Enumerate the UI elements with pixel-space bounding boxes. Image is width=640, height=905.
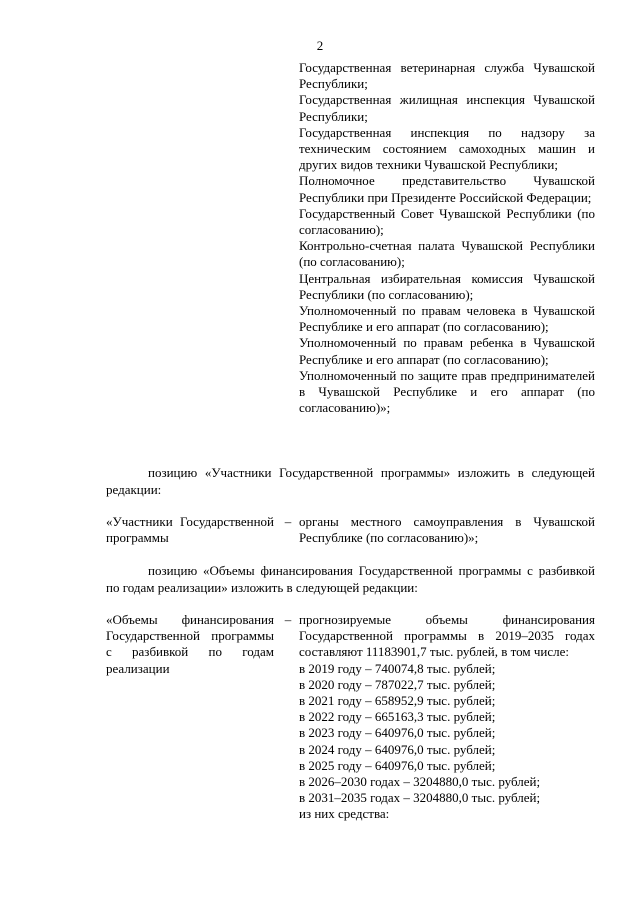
financing-year-line: в 2023 году – 640976,0 тыс. рублей; — [299, 725, 496, 741]
financing-value — [299, 612, 595, 823]
org-list-item: Уполномоченный по защите прав предпринимателей в Чувашской Республике и его аппарат (по согласованию)»; — [299, 367, 595, 416]
page-number: 2 — [316, 38, 324, 53]
financing-year-line: в 2021 году – 658952,9 тыс. рублей; — [299, 693, 496, 709]
financing-year-line: в 2031–2035 годах – 3204880,0 тыс. рублей; — [299, 790, 541, 806]
financing-year-line: в 2026–2030 годах – 3204880,0 тыс. рублей; — [299, 774, 541, 790]
participants-label: «Участники Государственной программы — [106, 514, 274, 546]
org-list-item: Центральная избирательная комиссия Чувашской Республики (по согласованию); — [299, 270, 595, 302]
org-list-item: Государственный Совет Чувашской Республики (по согласованию); — [299, 205, 595, 238]
org-list-item: Уполномоченный по правам ребенка в Чувашской Республике и его аппарат (по согласованию); — [299, 335, 595, 367]
financing-year-line: в 2020 году – 787022,7 тыс. рублей; — [299, 676, 496, 692]
amendment-paragraph-participants: позицию «Участники Государственной программы» изложить в следующей редакции: — [106, 465, 595, 497]
financing-year-line: в 2025 году – 640976,0 тыс. рублей; — [299, 757, 496, 773]
org-list-item: Государственная ветеринарная служба Чувашской Республики; — [299, 60, 595, 92]
org-list-item: Государственная инспекция по надзору за техническим состоянием самоходных машин и других видов техники Чувашской Республики; — [299, 124, 595, 173]
organization-list — [299, 60, 595, 416]
financing-intro: прогнозируемые объемы финансирования Государственной программы в 2019–2035 годах составляют 11183901,7 тыс. рублей, в том числе: — [299, 612, 595, 660]
org-list-item: Уполномоченный по правам человека в Чувашской Республике и его аппарат (по согласованию); — [299, 303, 595, 335]
financing-dash: – — [284, 612, 292, 627]
participants-dash: – — [284, 514, 292, 529]
participants-value: органы местного самоуправления в Чувашской Республике (по согласованию)»; — [299, 514, 595, 546]
financing-year-line: в 2024 году – 640976,0 тыс. рублей; — [299, 741, 496, 757]
financing-label: «Объемы финансирования Государственной программы с разбивкой по годам реализации — [106, 612, 274, 676]
org-list-item: Контрольно-счетная палата Чувашской Республики (по согласованию); — [299, 238, 595, 270]
org-list-item: Полномочное представительство Чувашской Республики при Президенте Российской Федерации; — [299, 173, 595, 205]
amendment-paragraph-financing: позицию «Объемы финансирования Государственной программы с разбивкой по годам реализации» изложить в следующей редакции: — [106, 563, 595, 595]
financing-year-line: в 2022 году – 665163,3 тыс. рублей; — [299, 709, 496, 725]
org-list-item: Государственная жилищная инспекция Чувашской Республики; — [299, 92, 595, 124]
financing-year-line: в 2019 году – 740074,8 тыс. рублей; — [299, 660, 496, 676]
financing-tail: из них средства: — [299, 806, 390, 822]
